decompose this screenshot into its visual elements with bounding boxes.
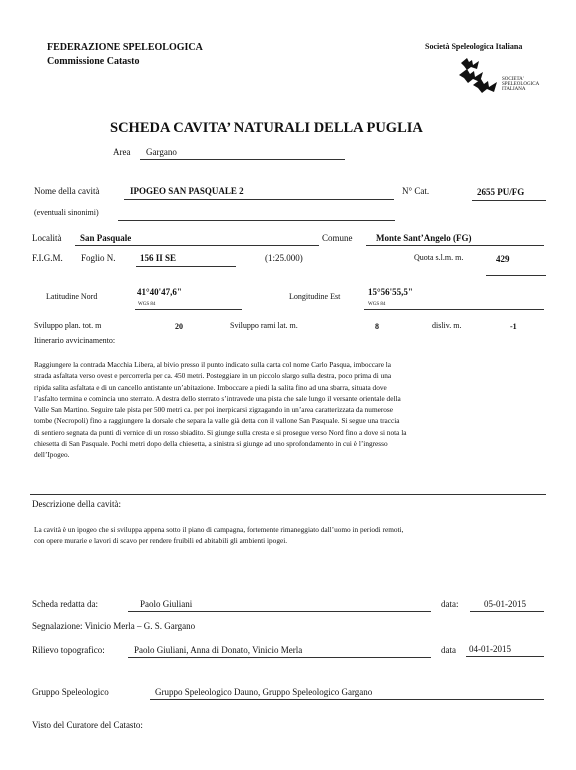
redatta-value: Paolo Giuliani bbox=[140, 599, 193, 609]
locality-label: Località bbox=[32, 233, 62, 243]
rilievo-value: Paolo Giuliani, Anna di Donato, Vinicio Merla bbox=[134, 645, 303, 655]
longitude-datum: WGS 84 bbox=[368, 302, 386, 307]
comune-underline bbox=[366, 245, 544, 246]
latitude-underline bbox=[135, 309, 242, 310]
itinerary-line: Raggiungere la contrada Macchia Libera, al bivio presso il punto indicato sulla carta col nome Carlo Pasqua, imboccare la bbox=[34, 360, 392, 369]
data-value-2: 04-01-2015 bbox=[469, 644, 511, 654]
comune-value: Monte Sant’Angelo (FG) bbox=[376, 233, 472, 243]
commission-name: Commissione Catasto bbox=[47, 56, 140, 67]
federation-name: FEDERAZIONE SPELEOLOGICA bbox=[47, 42, 203, 53]
latitude-value: 41°40'47,6" bbox=[137, 287, 182, 297]
itinerary-line: l’asfalto termina e comincia uno sterrato. A destra dello sterrato s’intravede una pista che sale lungo il versante orientale della bbox=[34, 393, 401, 403]
itinerary-line: Valle San Martino. Seguire tale pista per 500 metri ca. per poi inerpicarsi zigzagando in un’area caratterizzata da numerose bbox=[34, 405, 394, 415]
foglio-label: Foglio N. bbox=[81, 253, 116, 263]
data-label-2: data bbox=[441, 645, 456, 655]
area-underline bbox=[140, 159, 345, 160]
cat-underline bbox=[472, 200, 546, 201]
cat-label: N° Cat. bbox=[402, 186, 430, 196]
quota-label: Quota s.l.m. m. bbox=[414, 253, 464, 262]
logo-text-2: SPELEOLOGICA bbox=[502, 82, 540, 88]
synonyms-underline bbox=[118, 220, 395, 221]
cave-name-label: Nome della cavità bbox=[34, 186, 100, 196]
itinerary-line: strada asfaltata verso ovest e percorrerla per ca. 450 metri. Posteggiare in un piccolo slargo sulla destra, poco prima di una bbox=[34, 371, 392, 381]
rilievo-underline bbox=[128, 657, 431, 658]
locality-value: San Pasquale bbox=[80, 233, 132, 243]
longitude-label: Longitudine Est bbox=[289, 292, 341, 301]
visto-label: Visto del Curatore del Catasto: bbox=[32, 720, 143, 730]
description-text bbox=[34, 524, 403, 547]
sviluppo-label: Sviluppo plan. tot. m bbox=[34, 321, 102, 330]
ssi-name: Società Speleologica Italiana bbox=[425, 42, 523, 51]
data-underline-1 bbox=[470, 611, 544, 612]
itinerary-line: tombe (Necropoli) fino a raggiungere la dorsale che separa la valle già detta con il vallone San Pasquale. Si segue una traccia bbox=[34, 416, 400, 426]
rami-label: Sviluppo rami lat. m. bbox=[230, 321, 298, 330]
synonyms-label: (eventuali sinonimi) bbox=[34, 208, 99, 217]
scale-value: (1:25.000) bbox=[265, 253, 303, 263]
itinerary-line: chiesetta di San Pasquale. Pochi metri dopo della chiesetta, a sinistra si giunge ad uno sprofondamento in cui è l’ingresso bbox=[34, 439, 388, 449]
longitude-underline bbox=[364, 309, 544, 310]
cat-value: 2655 PU/FG bbox=[477, 187, 525, 197]
latitude-datum: WGS 84 bbox=[138, 302, 156, 307]
description-label: Descrizione della cavità: bbox=[32, 499, 121, 509]
gruppo-underline bbox=[150, 699, 544, 700]
gruppo-label: Gruppo Speleologico bbox=[32, 687, 109, 697]
quota-value: 429 bbox=[496, 254, 510, 264]
data-label-1: data: bbox=[441, 599, 459, 609]
itinerary-divider bbox=[30, 494, 546, 495]
itinerary-line: dell’Ipogeo. bbox=[34, 450, 70, 460]
cave-name-underline bbox=[124, 199, 394, 200]
dislivello-value: -1 bbox=[510, 322, 517, 331]
longitude-value: 15°56'55,5" bbox=[368, 287, 413, 297]
rilievo-label: Rilievo topografico: bbox=[32, 645, 105, 655]
figm-label: F.I.G.M. bbox=[32, 253, 63, 263]
latitude-label: Latitudine Nord bbox=[46, 292, 98, 301]
rami-value: 8 bbox=[375, 322, 379, 331]
foglio-underline bbox=[136, 266, 236, 267]
area-label: Area bbox=[113, 147, 131, 157]
itinerary-line: ripida salita asfaltata e di un cancello antistante un’abitazione. Imboccare a piedi la salita fino ad una sbarra, situata dove bbox=[34, 382, 387, 392]
segnalazione: Segnalazione: Vinicio Merla – G. S. Gargano bbox=[32, 621, 196, 631]
gruppo-value: Gruppo Speleologico Dauno, Gruppo Speleologico Gargano bbox=[155, 687, 373, 697]
description-line: con opere murarie e lavori di scavo per rendere fruibili ed abitabili gli ambienti ipogei. bbox=[34, 536, 288, 546]
quota-underline bbox=[486, 275, 546, 276]
data-underline-2 bbox=[466, 656, 544, 657]
redatta-underline bbox=[128, 611, 431, 612]
cave-name-value: IPOGEO SAN PASQUALE 2 bbox=[130, 186, 244, 196]
itinerary-text bbox=[34, 359, 406, 461]
dislivello-label: disliv. m. bbox=[432, 321, 462, 330]
data-value-1: 05-01-2015 bbox=[484, 599, 526, 609]
sviluppo-value: 20 bbox=[175, 322, 183, 331]
comune-label: Comune bbox=[322, 233, 353, 243]
logo-text-1: SOCIETA' bbox=[502, 77, 524, 82]
redatta-label: Scheda redatta da: bbox=[32, 599, 98, 609]
description-line: La cavità è un ipogeo che si sviluppa appena sotto il piano di campagna, fortemente rimaneggiato dall’uomo in periodi remoti, bbox=[34, 525, 404, 534]
foglio-value: 156 II SE bbox=[140, 253, 177, 263]
locality-underline bbox=[75, 245, 319, 246]
area-value: Gargano bbox=[146, 147, 177, 157]
itinerary-line: di sentiero segnata da punti di vernice di un rosso sbiadito. Si giunge sulla cresta e si prosegue verso Nord fino a dove si nota la bbox=[34, 427, 407, 437]
form-title: SCHEDA CAVITA’ NATURALI DELLA PUGLIA bbox=[110, 120, 423, 136]
logo-text-3: ITALIANA bbox=[502, 87, 526, 93]
itinerary-label: Itinerario avvicinamento: bbox=[34, 336, 116, 345]
